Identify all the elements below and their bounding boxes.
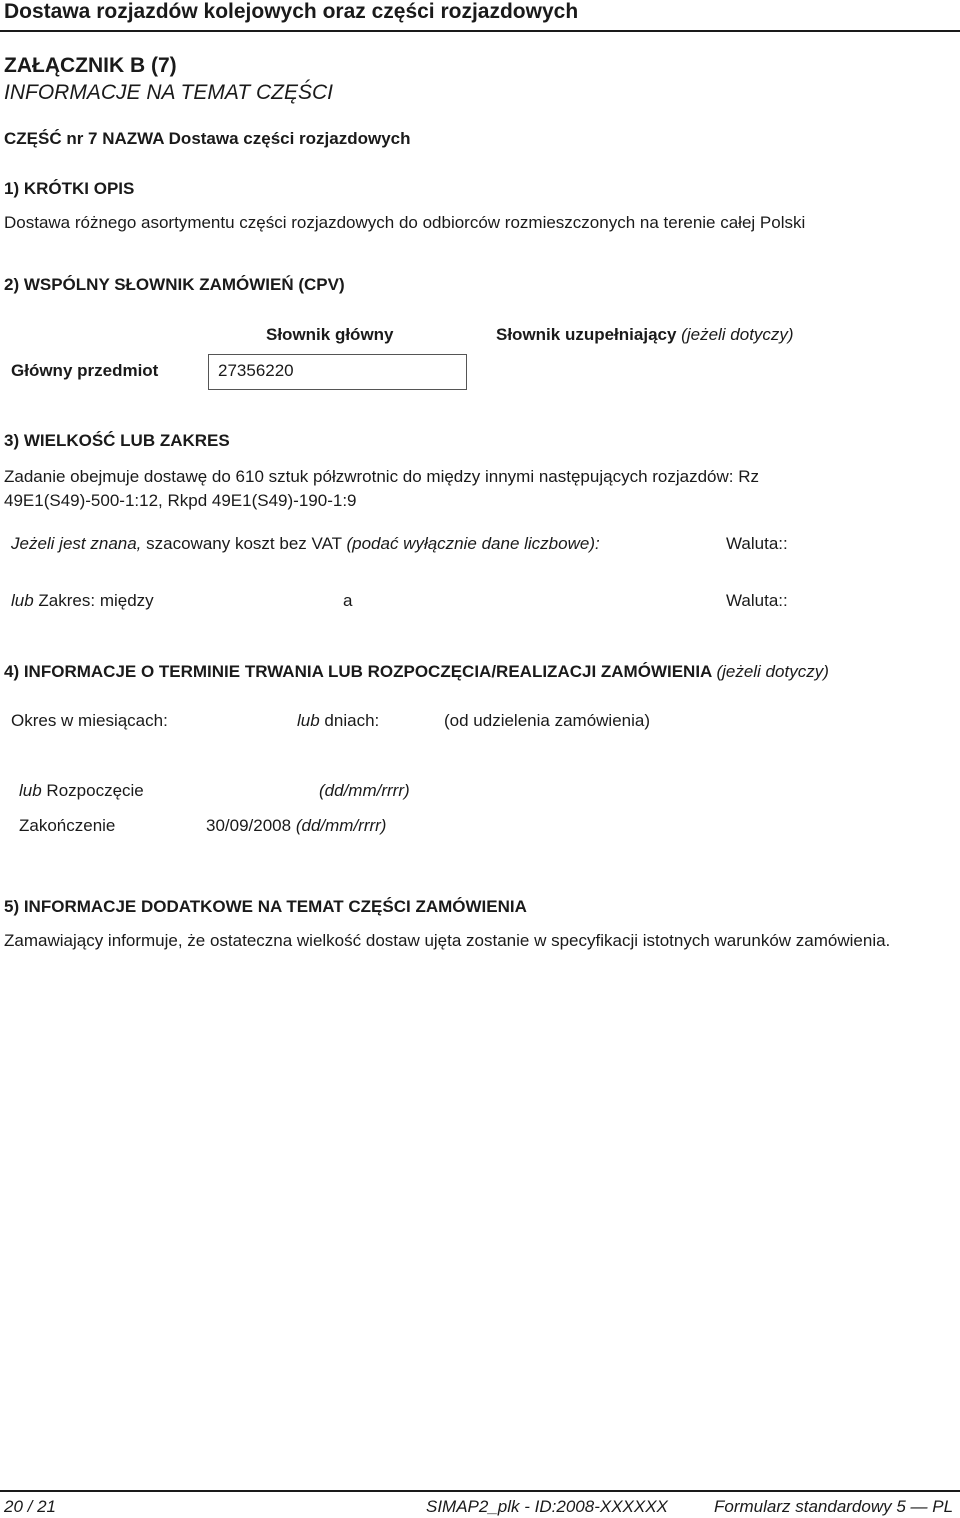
section2-heading: 2) WSPÓLNY SŁOWNIK ZAMÓWIEŃ (CPV) <box>4 275 345 294</box>
days-lub: lub <box>297 711 320 730</box>
cpv-main-column-header: Słownik główny <box>266 325 394 344</box>
section5-heading: 5) INFORMACJE DODATKOWE NA TEMAT CZĘŚCI ZAMÓWIENIA <box>4 897 527 916</box>
title-divider <box>0 30 960 32</box>
footer-form-name: Formularz standardowy 5 — PL <box>714 1497 954 1516</box>
range-label <box>11 591 154 611</box>
section4-heading-note: (jeżeli dotyczy) <box>716 662 829 681</box>
cpv-main-code-field: 27356220 <box>208 354 467 390</box>
section4-heading <box>4 662 829 682</box>
period-months-label: Okres w miesiącach: <box>11 711 168 730</box>
footer-page-number: 20 / 21 <box>4 1497 56 1516</box>
cost-middle: szacowany koszt bez VAT <box>146 534 342 553</box>
section4-heading-text: 4) INFORMACJE O TERMINIE TRWANIA LUB ROZPOCZĘCIA/REALIZACJI ZAMÓWIENIA <box>4 662 712 681</box>
section3-heading: 3) WIELKOŚĆ LUB ZAKRES <box>4 431 230 450</box>
currency-label-2: Waluta:: <box>726 591 788 610</box>
range-lub: lub <box>11 591 34 610</box>
cpv-supplementary-note: (jeżeli dotyczy) <box>681 325 794 344</box>
section1-text: Dostawa różnego asortymentu części rozjazdowych do odbiorców rozmieszczonych na terenie całej Polski <box>4 213 806 232</box>
cpv-row-label: Główny przedmiot <box>11 361 159 380</box>
cpv-supplementary-column-header <box>496 325 794 345</box>
annex-subtitle: INFORMACJE NA TEMAT CZĘŚCI <box>4 81 334 104</box>
period-days-label <box>297 711 379 731</box>
range-text: Zakres: między <box>38 591 154 610</box>
days-text: dniach: <box>324 711 380 730</box>
end-label: Zakończenie <box>19 816 116 835</box>
start-lub: lub <box>19 781 42 800</box>
end-date-format: (dd/mm/rrrr) <box>295 816 387 835</box>
document-title: Dostawa rozjazdów kolejowych oraz części rozjazdowych <box>4 0 579 23</box>
start-text: Rozpoczęcie <box>46 781 144 800</box>
section5-text: Zamawiający informuje, że ostateczna wielkość dostaw ujęta zostanie w specyfikacji istotnych warunków zamówienia. <box>4 931 891 950</box>
currency-label-1: Waluta:: <box>726 534 788 553</box>
estimated-cost-label <box>11 534 600 554</box>
cost-prefix: Jeżeli jest znana, <box>11 534 142 553</box>
section1-heading: 1) KRÓTKI OPIS <box>4 179 135 198</box>
section3-text: Zadanie obejmuje dostawę do 610 sztuk półzwrotnic do między innymi następujących rozjazdów: Rz 49E1(S49)-500-1:12, Rkpd 49E1(S49)-190-1:9 <box>4 467 759 510</box>
cost-suffix: (podać wyłącznie dane liczbowe): <box>346 534 600 553</box>
range-and: a <box>343 591 353 610</box>
cpv-supplementary-label: Słownik uzupełniający <box>496 325 677 344</box>
footer-document-id: SIMAP2_plk - ID:2008-XXXXXX <box>426 1497 668 1516</box>
footer-divider <box>0 1490 960 1492</box>
start-label <box>19 781 144 801</box>
annex-title: ZAŁĄCZNIK B (7) <box>4 54 177 77</box>
part-name: CZĘŚĆ nr 7 NAZWA Dostawa części rozjazdowych <box>4 129 411 148</box>
end-date-value: 30/09/2008 <box>206 816 292 835</box>
start-date-format: (dd/mm/rrrr) <box>319 781 410 800</box>
end-date <box>206 816 386 836</box>
from-award-note: (od udzielenia zamówienia) <box>444 711 651 730</box>
